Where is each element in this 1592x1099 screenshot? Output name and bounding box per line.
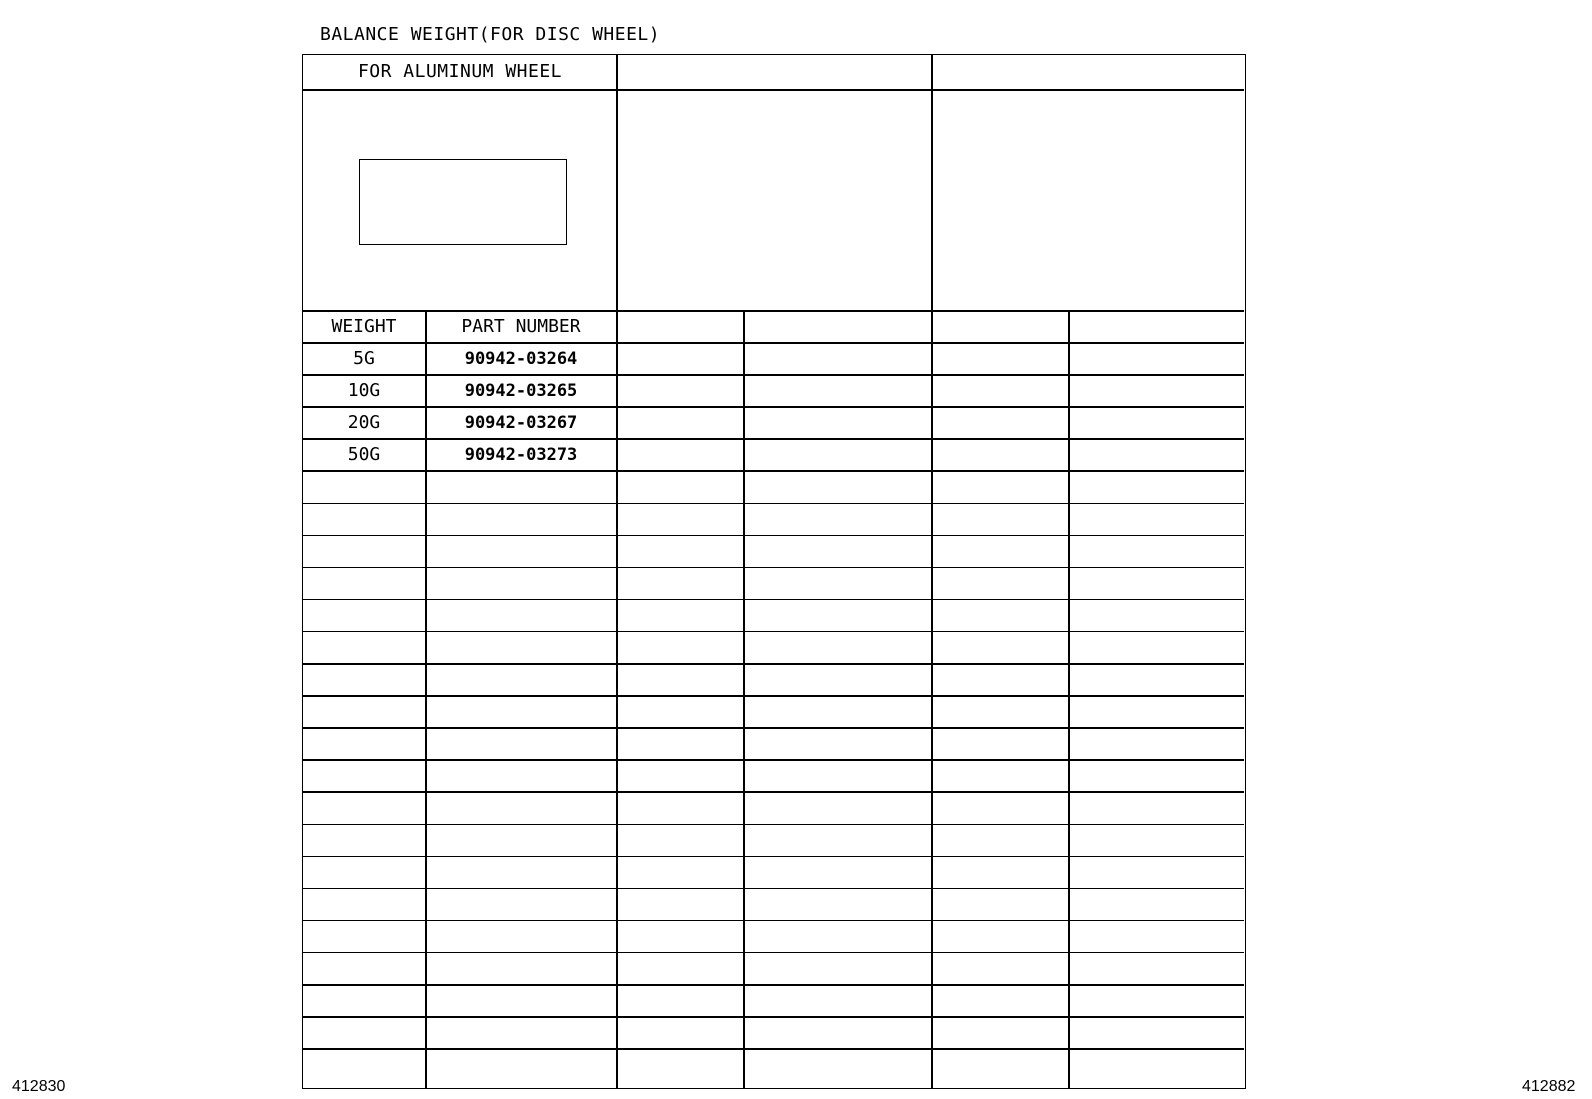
row-divider <box>303 791 1244 793</box>
illustration-code-left: 412830 <box>12 1078 66 1095</box>
row-divider <box>303 727 1244 729</box>
section-label-aluminum-wheel: FOR ALUMINUM WHEEL <box>357 61 563 82</box>
column-divider <box>743 310 745 1088</box>
row-divider <box>303 824 1244 826</box>
header-divider <box>303 89 1244 91</box>
column-header-weight: WEIGHT <box>331 316 397 337</box>
column-divider <box>1068 310 1070 1088</box>
row-weight: 20G <box>347 412 381 433</box>
row-divider <box>303 952 1244 954</box>
row-divider <box>303 695 1244 697</box>
balance-weight-illustration <box>359 159 567 245</box>
row-divider <box>303 567 1244 569</box>
row-part-number: 90942-03267 <box>464 413 578 433</box>
row-part-number: 90942-03265 <box>464 381 578 401</box>
row-part-number: 90942-03273 <box>464 445 578 465</box>
row-divider <box>303 503 1244 505</box>
row-divider <box>303 599 1244 601</box>
row-divider <box>303 759 1244 761</box>
row-divider <box>303 984 1244 986</box>
row-weight: 5G <box>353 348 375 369</box>
diagram-title: BALANCE WEIGHT(FOR DISC WHEEL) <box>320 24 661 45</box>
row-divider <box>303 856 1244 858</box>
row-divider <box>303 535 1244 537</box>
column-header-part-number: PART NUMBER <box>461 316 581 337</box>
row-divider <box>303 1016 1244 1018</box>
illustration-code-right: 412882 <box>1522 1078 1576 1095</box>
row-divider <box>303 1048 1244 1050</box>
section-divider <box>931 55 933 1088</box>
row-divider <box>303 888 1244 890</box>
row-part-number: 90942-03264 <box>464 349 578 369</box>
row-divider <box>303 663 1244 665</box>
section-divider <box>616 55 618 1088</box>
row-weight: 10G <box>347 380 381 401</box>
parts-table <box>302 54 1246 1089</box>
row-divider <box>303 920 1244 922</box>
row-weight: 50G <box>347 444 381 465</box>
row-divider <box>303 631 1244 633</box>
